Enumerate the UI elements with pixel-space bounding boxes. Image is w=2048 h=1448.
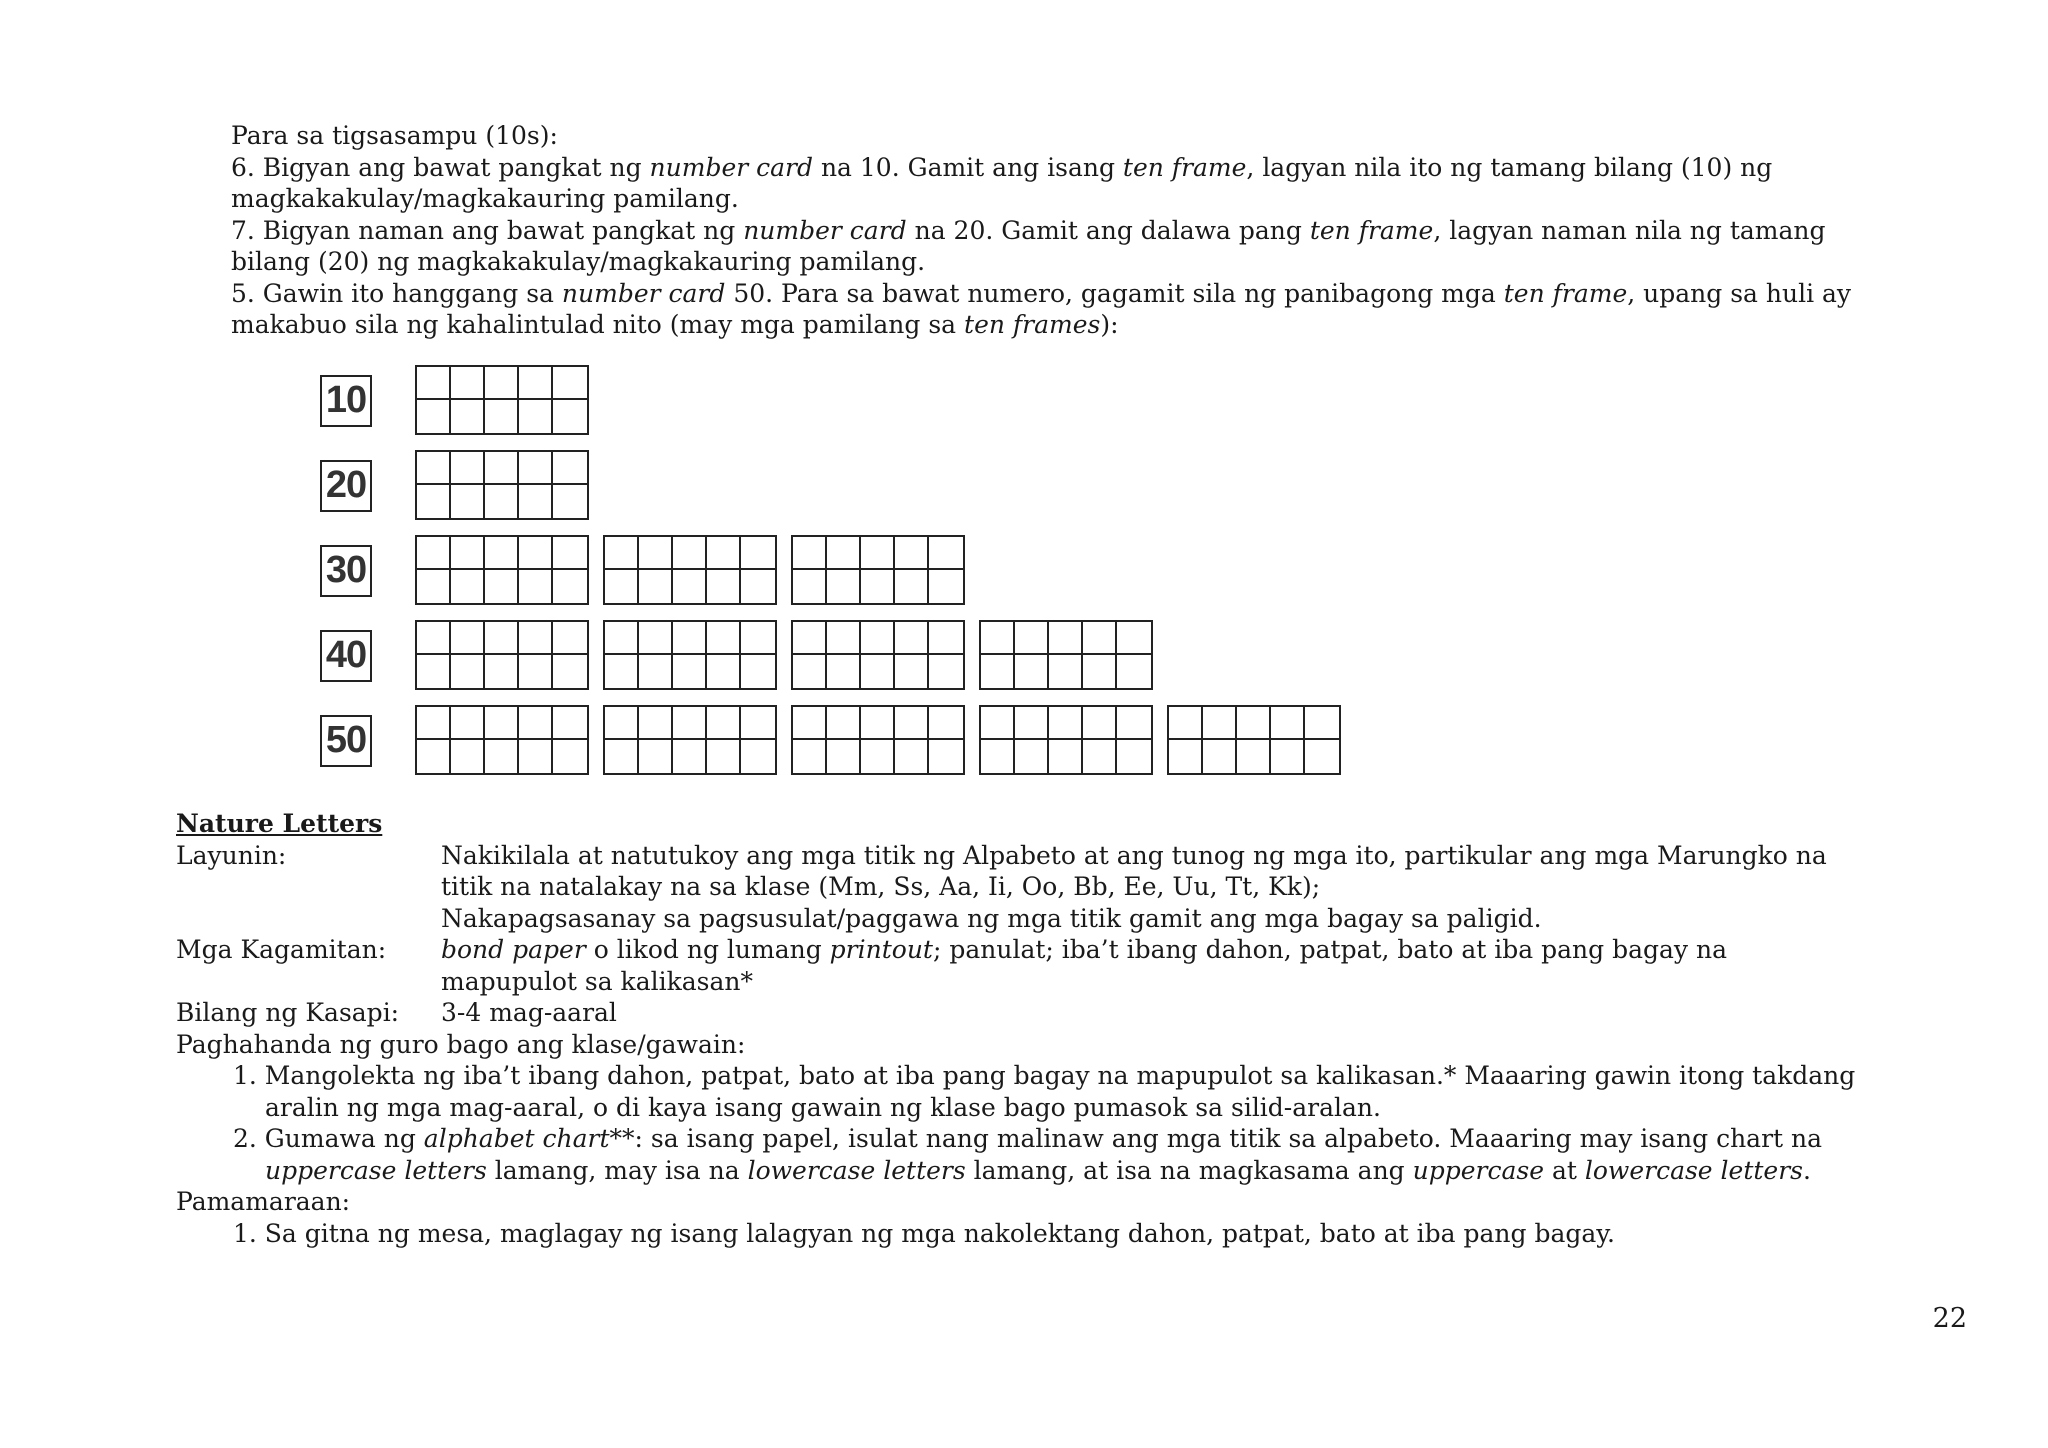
- pamamaraan-heading: Pamamaraan:: [176, 1187, 351, 1216]
- kagamitan-row: [176, 934, 1976, 997]
- ten-frame-cell: [451, 400, 485, 433]
- ten-frame-cell: [673, 537, 707, 570]
- ten-frame-cell: [553, 452, 587, 485]
- ten-frame-cell: [519, 655, 553, 688]
- ten-frame-cell: [417, 452, 451, 485]
- ten-frame-cell: [929, 655, 963, 688]
- ten-frame-cell: [861, 570, 895, 603]
- ten-frame-cell: [741, 570, 775, 603]
- ten-frame-cell: [605, 622, 639, 655]
- ten-frame-cell: [417, 707, 451, 740]
- ten-frame-cell: [451, 570, 485, 603]
- ten-frame-cell: [485, 707, 519, 740]
- ten-frame-cell: [553, 367, 587, 400]
- kagamitan-value: [441, 934, 1976, 997]
- ten-frame-cell: [485, 622, 519, 655]
- ten-frame-cell: [553, 622, 587, 655]
- ten-frame-cell: [1203, 740, 1237, 773]
- layunin-line-3: Nakapagsasanay sa pagsusulat/paggawa ng mga titik gamit ang mga bagay sa paligid.: [441, 903, 1542, 933]
- kagamitan-line-1: bond paper o likod ng lumang printout; panulat; iba’t ibang dahon, patpat, bato at iba pang bagay na: [441, 935, 1727, 964]
- ten-frame-cell: [1169, 740, 1203, 773]
- ten-frame-cell: [895, 537, 929, 570]
- ten-frame: [791, 620, 965, 690]
- ten-frame-cell: [639, 537, 673, 570]
- ten-frame-cell: [519, 485, 553, 518]
- ten-frame-cell: [981, 622, 1015, 655]
- ten-frame-cell: [741, 622, 775, 655]
- ten-frame-cell: [741, 740, 775, 773]
- ten-frame-cell: [741, 537, 775, 570]
- ten-frame-cell: [707, 740, 741, 773]
- ten-frame-cell: [451, 452, 485, 485]
- ten-frame-cell: [417, 537, 451, 570]
- ten-frame-cell: [1049, 707, 1083, 740]
- ten-frame-cell: [707, 655, 741, 688]
- number-card: 50: [320, 715, 372, 767]
- ten-frame: [791, 535, 965, 605]
- ten-frame-cell: [417, 570, 451, 603]
- ten-frame-cell: [827, 655, 861, 688]
- ten-frame-cell: [485, 655, 519, 688]
- ten-frame-cell: [639, 622, 673, 655]
- step-7-cont: bilang (20) ng magkakakulay/magkakauring pamilang.: [231, 247, 926, 276]
- ten-frame-cell: [485, 400, 519, 433]
- ten-frame-cell: [1083, 655, 1117, 688]
- ten-frame-cell: [827, 707, 861, 740]
- ten-frame-cell: [1015, 707, 1049, 740]
- ten-frame-cell: [639, 740, 673, 773]
- ten-frame-cell: [673, 655, 707, 688]
- ten-frame-cell: [417, 400, 451, 433]
- ten-frame-cell: [519, 707, 553, 740]
- layunin-label: Layunin:: [176, 840, 287, 870]
- ten-frame-cell: [553, 537, 587, 570]
- ten-frame-cell: [451, 485, 485, 518]
- ten-frame-cell: [741, 707, 775, 740]
- ten-frame-cell: [793, 570, 827, 603]
- step-5-cont: makabuo sila ng kahalintulad nito (may mga pamilang sa ten frames):: [231, 310, 1119, 339]
- kagamitan-line-2: mapupulot sa kalikasan*: [441, 966, 753, 996]
- ten-frame-cell: [1015, 655, 1049, 688]
- ten-frame-cell: [519, 622, 553, 655]
- ten-frame-cell: [827, 570, 861, 603]
- ten-frame-cell: [793, 707, 827, 740]
- ten-frame-cell: [417, 485, 451, 518]
- ten-frame: [415, 705, 589, 775]
- ten-frame-cell: [929, 707, 963, 740]
- ten-frame-cell: [793, 740, 827, 773]
- ten-frame-cell: [1169, 707, 1203, 740]
- ten-frame-cell: [451, 707, 485, 740]
- ten-frame-cell: [707, 707, 741, 740]
- ten-frame: [979, 705, 1153, 775]
- ten-frame-cell: [1117, 655, 1151, 688]
- ten-frame-cell: [981, 707, 1015, 740]
- prep-step-2: 2. Gumawa ng alphabet chart**: sa isang papel, isulat nang malinaw ang mga titik sa alpabeto. Maaaring may isang chart na uppercase letters lamang, may isa na lowercase letters lamang, at isa na magkasama ang uppercase at lowercase letters.: [233, 1124, 1823, 1185]
- ten-frame-cell: [1237, 740, 1271, 773]
- step-6-cont: magkakakulay/magkakauring pamilang.: [231, 184, 739, 213]
- ten-frame-cell: [707, 537, 741, 570]
- ten-frame-cell: [895, 570, 929, 603]
- ten-frame-cell: [451, 622, 485, 655]
- ten-frame-cell: [707, 622, 741, 655]
- ten-frame-cell: [895, 622, 929, 655]
- ten-frame-cell: [1049, 740, 1083, 773]
- ten-frame: [979, 620, 1153, 690]
- ten-frame-cell: [793, 622, 827, 655]
- step-5: 5. Gawin ito hanggang sa number card 50. Para sa bawat numero, gagamit sila ng panibagong mga ten frame, upang sa huli ay: [231, 278, 1852, 308]
- ten-frame-cell: [929, 622, 963, 655]
- ten-frame-cell: [861, 622, 895, 655]
- ten-frame-cell: [741, 655, 775, 688]
- ten-frame-cell: [485, 740, 519, 773]
- number-card: 40: [320, 630, 372, 682]
- ten-frame-cell: [1237, 707, 1271, 740]
- ten-frame-cell: [793, 537, 827, 570]
- ten-frame: [415, 365, 589, 435]
- ten-frame-cell: [639, 655, 673, 688]
- ten-frame-cell: [519, 452, 553, 485]
- ten-frame-cell: [895, 655, 929, 688]
- ten-frame-cell: [417, 622, 451, 655]
- kasapi-label: Bilang ng Kasapi:: [176, 998, 400, 1027]
- ten-frame-cell: [417, 367, 451, 400]
- ten-frame-cell: [605, 570, 639, 603]
- ten-frame-cell: [981, 655, 1015, 688]
- ten-frame-cell: [1271, 707, 1305, 740]
- ten-frame-cell: [553, 570, 587, 603]
- kasapi-row: [176, 997, 1976, 1029]
- ten-frame-cell: [895, 707, 929, 740]
- ten-frame-cell: [861, 740, 895, 773]
- ten-frame-cell: [1203, 707, 1237, 740]
- ten-frame-cell: [417, 740, 451, 773]
- ten-frame: [603, 705, 777, 775]
- step-6: 6. Bigyan ang bawat pangkat ng number card na 10. Gamit ang isang ten frame, lagyan nila ito ng tamang bilang (10) ng: [231, 152, 1773, 182]
- ten-frame-cell: [553, 655, 587, 688]
- ten-frame-cell: [485, 485, 519, 518]
- ten-frame-cell: [673, 570, 707, 603]
- ten-frame-cell: [451, 655, 485, 688]
- ten-frame-cell: [605, 740, 639, 773]
- ten-frame-cell: [1015, 622, 1049, 655]
- ten-frame-cell: [1015, 740, 1049, 773]
- ten-frame-cell: [1117, 622, 1151, 655]
- nature-letters-section: [176, 808, 1976, 1249]
- layunin-line-2: titik na natalakay na sa klase (Mm, Ss, Aa, Ii, Oo, Bb, Ee, Uu, Tt, Kk);: [441, 872, 1321, 901]
- ten-frame-cell: [673, 622, 707, 655]
- ten-frame: [1167, 705, 1341, 775]
- ten-frame-cell: [1083, 622, 1117, 655]
- paghahanda-heading: Paghahanda ng guro bago ang klase/gawain:: [176, 1029, 746, 1059]
- ten-frame-cell: [981, 740, 1015, 773]
- ten-frame-cell: [827, 740, 861, 773]
- ten-frame: [415, 620, 589, 690]
- ten-frame-cell: [485, 570, 519, 603]
- ten-frame-cell: [1083, 707, 1117, 740]
- ten-frame: [791, 705, 965, 775]
- ten-frame-cell: [895, 740, 929, 773]
- ten-frame-cell: [639, 707, 673, 740]
- ten-frame-cell: [485, 367, 519, 400]
- ten-frame-cell: [929, 537, 963, 570]
- ten-frame-cell: [861, 707, 895, 740]
- ten-frame-cell: [1117, 740, 1151, 773]
- ten-frame-cell: [485, 537, 519, 570]
- ten-frame: [603, 535, 777, 605]
- ten-frame-cell: [861, 537, 895, 570]
- number-card: 20: [320, 460, 372, 512]
- ten-frame-cell: [673, 740, 707, 773]
- ten-frame-cell: [485, 452, 519, 485]
- layunin-line-1: Nakikilala at natutukoy ang mga titik ng Alpabeto at ang tunog ng mga ito, partikular ang mga Marungko na: [441, 840, 1827, 870]
- ten-frame-cell: [417, 655, 451, 688]
- ten-frame-cell: [519, 400, 553, 433]
- ten-frame-cell: [605, 655, 639, 688]
- ten-frame: [415, 450, 589, 520]
- ten-frame-cell: [793, 655, 827, 688]
- layunin-value: [441, 840, 1976, 935]
- ten-frame-cell: [1305, 740, 1339, 773]
- step-7: 7. Bigyan naman ang bawat pangkat ng number card na 20. Gamit ang dalawa pang ten frame, lagyan naman nila ng tamang: [231, 215, 1826, 245]
- proc-step-1: 1. Sa gitna ng mesa, maglagay ng isang lalagyan ng mga nakolektang dahon, patpat, bato at iba pang bagay.: [233, 1218, 1616, 1248]
- section-title: Nature Letters: [176, 809, 383, 838]
- kasapi-value: 3-4 mag-aaral: [441, 998, 617, 1027]
- ten-frame-cell: [1083, 740, 1117, 773]
- ten-frame-cell: [707, 570, 741, 603]
- ten-frame-cell: [639, 570, 673, 603]
- ten-frame-cell: [451, 740, 485, 773]
- ten-frame-cell: [553, 400, 587, 433]
- ten-frame-cell: [827, 537, 861, 570]
- ten-frame-cell: [451, 537, 485, 570]
- ten-frame-cell: [1049, 655, 1083, 688]
- ten-frame: [415, 535, 589, 605]
- intro-heading: Para sa tigsasampu (10s):: [231, 121, 558, 150]
- ten-frame-cell: [553, 740, 587, 773]
- intro-text: [231, 120, 1931, 341]
- ten-frame-cell: [519, 570, 553, 603]
- number-card: 10: [320, 375, 372, 427]
- ten-frame-cell: [929, 570, 963, 603]
- number-card: 30: [320, 545, 372, 597]
- ten-frame-cell: [519, 740, 553, 773]
- kagamitan-label: Mga Kagamitan:: [176, 935, 387, 964]
- prep-step-1: 1. Mangolekta ng iba’t ibang dahon, patpat, bato at iba pang bagay na mapupulot sa kalikasan.* Maaaring gawin itong takdang aralin ng mga mag-aaral, o di kaya isang gawain ng klase bago pumasok sa silid-aralan.: [233, 1061, 1856, 1122]
- ten-frame-cell: [553, 707, 587, 740]
- ten-frame-cell: [827, 622, 861, 655]
- ten-frame-cell: [451, 367, 485, 400]
- ten-frame: [603, 620, 777, 690]
- ten-frame-cell: [1117, 707, 1151, 740]
- ten-frame-cell: [553, 485, 587, 518]
- ten-frame-cell: [605, 707, 639, 740]
- ten-frame-cell: [1049, 622, 1083, 655]
- ten-frame-cell: [1271, 740, 1305, 773]
- ten-frame-cell: [519, 367, 553, 400]
- ten-frame-cell: [929, 740, 963, 773]
- ten-frame-cell: [519, 537, 553, 570]
- ten-frame-cell: [1305, 707, 1339, 740]
- ten-frame-cell: [673, 707, 707, 740]
- ten-frame-cell: [861, 655, 895, 688]
- page-number: 22: [1932, 1303, 1967, 1334]
- layunin-row: [176, 840, 1976, 935]
- ten-frame-cell: [605, 537, 639, 570]
